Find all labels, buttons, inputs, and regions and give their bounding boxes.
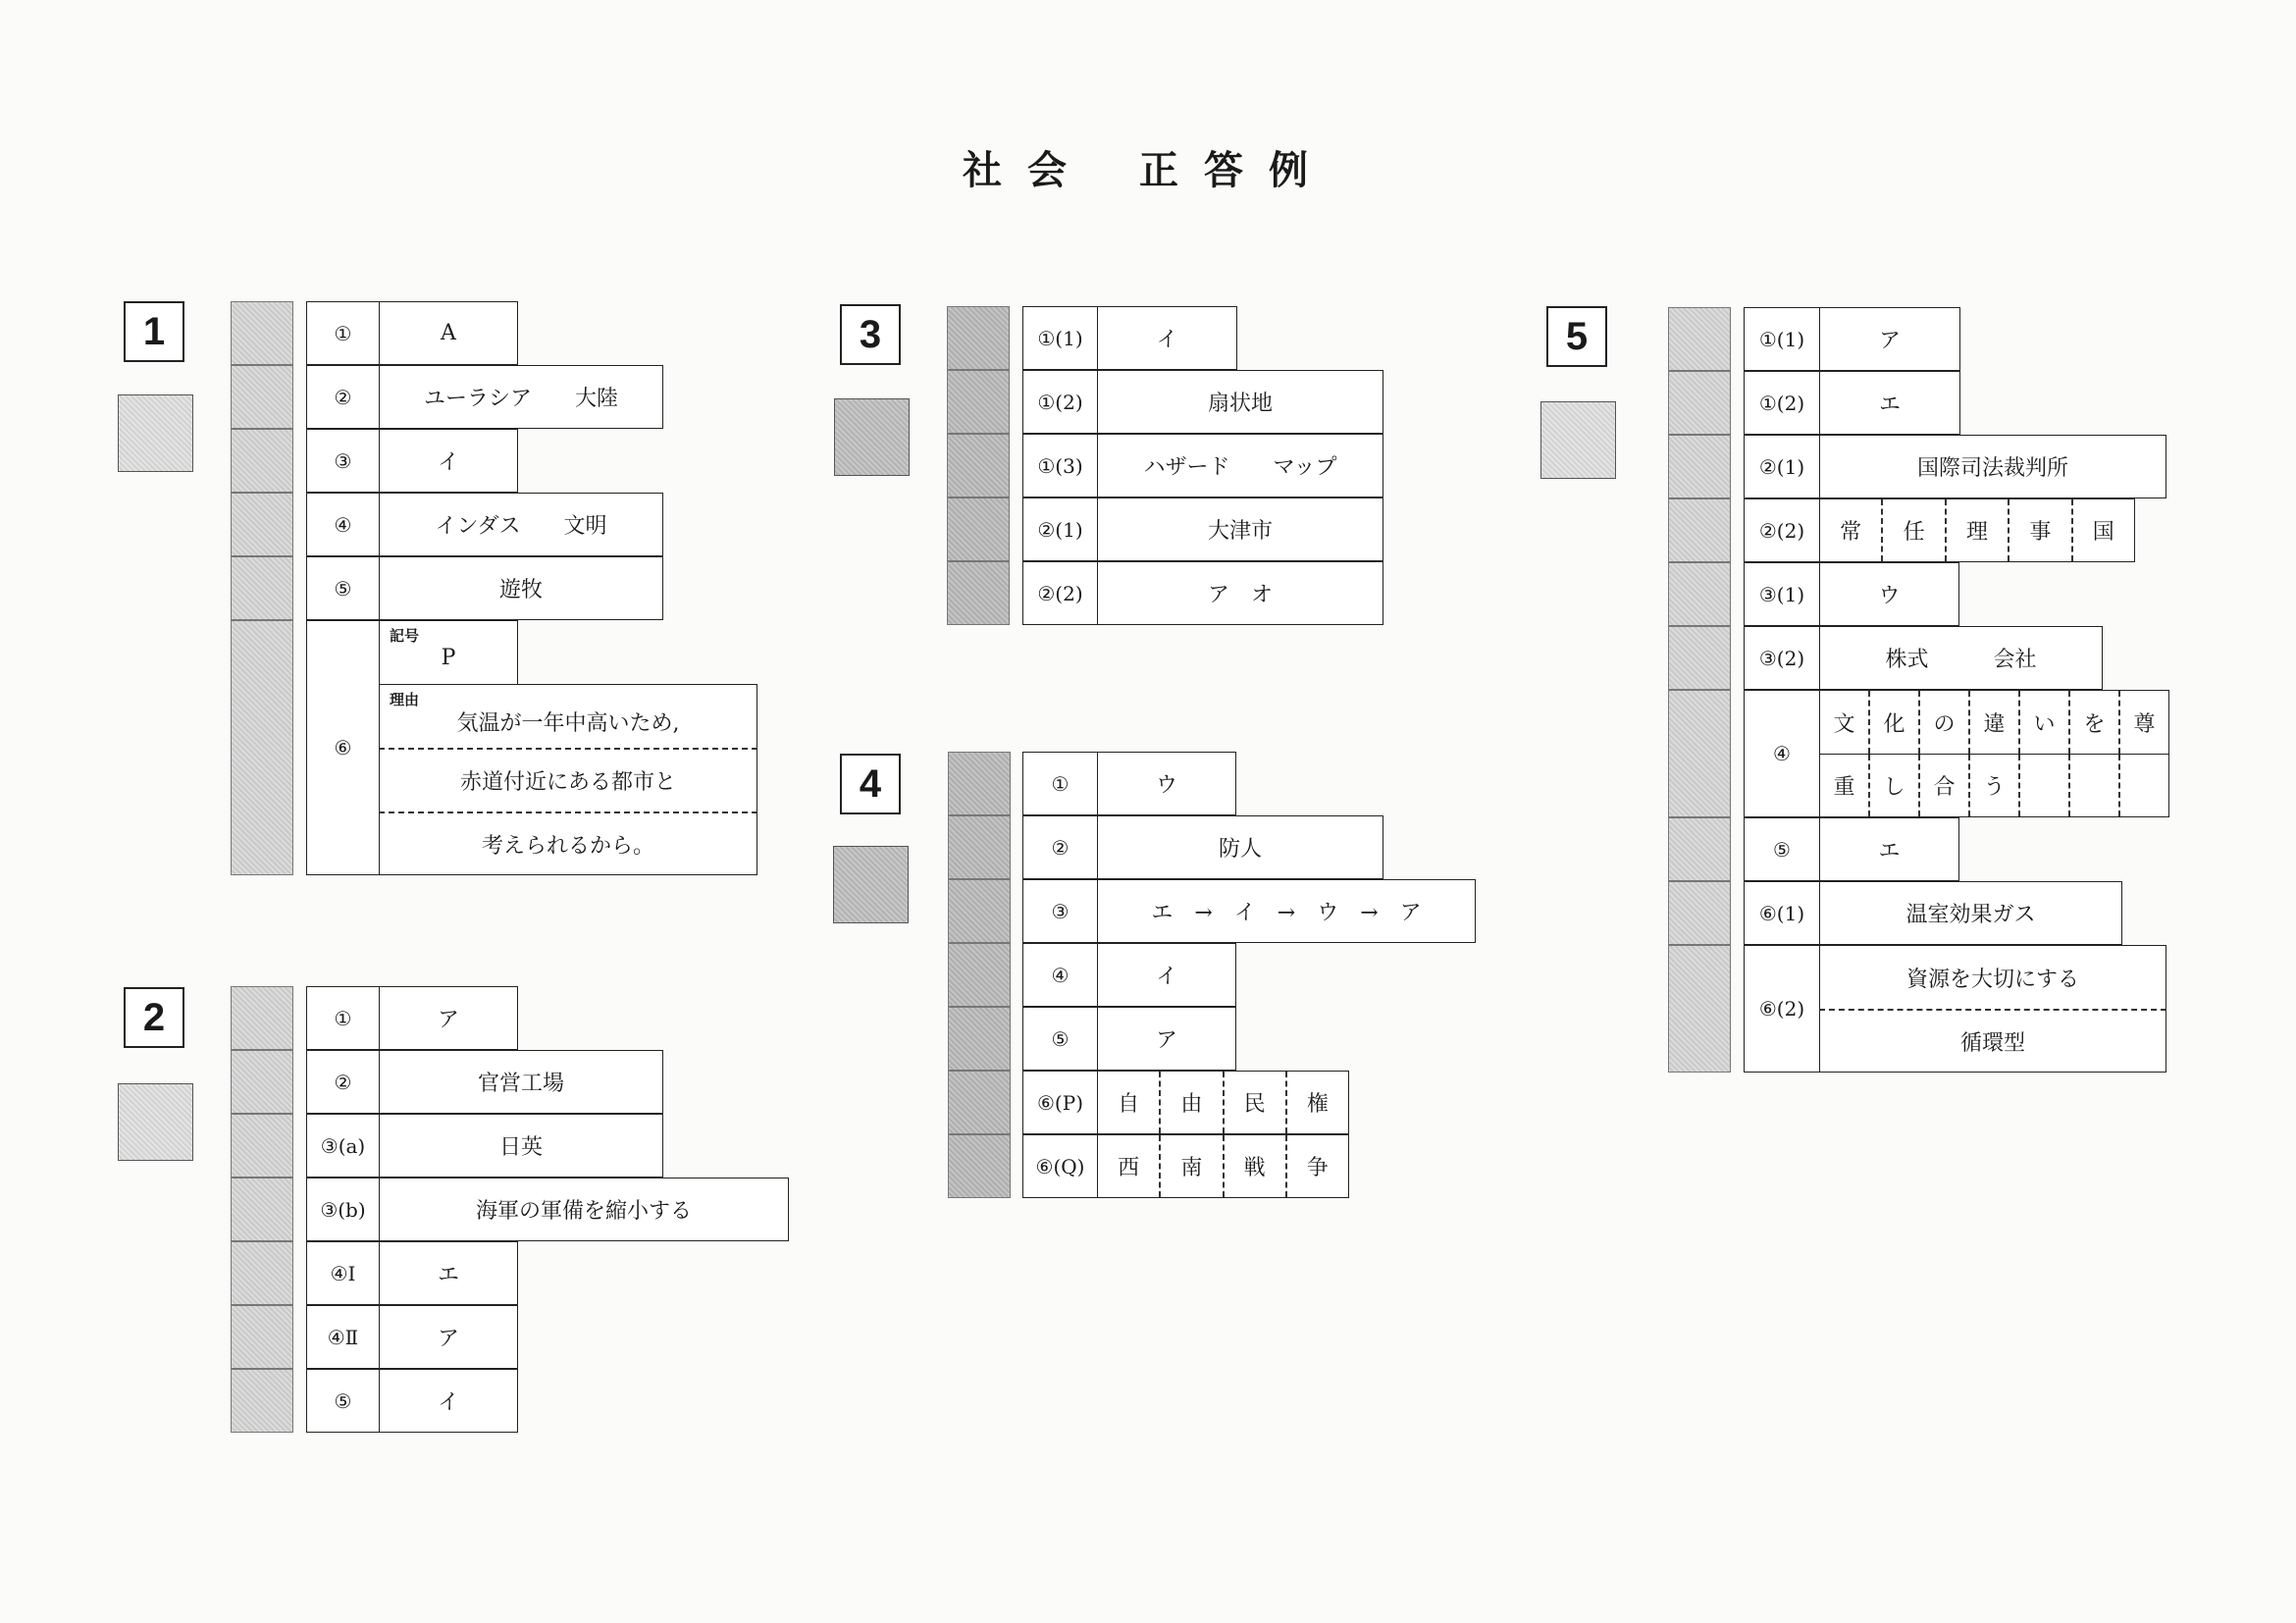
- question-label: ②(1): [1744, 435, 1820, 498]
- answer-text: エ: [1878, 839, 1901, 864]
- score-cell: [231, 365, 293, 429]
- section-score-box: [833, 846, 909, 923]
- score-cell: [947, 497, 1010, 561]
- score-cell: [231, 493, 293, 556]
- question-label: ②: [306, 1050, 380, 1114]
- answer-char-cell: 文: [1833, 711, 1855, 737]
- answer-box: [379, 1050, 663, 1114]
- score-cell: [231, 1241, 293, 1305]
- question-label: ②: [1022, 815, 1098, 879]
- answer-text: ア: [437, 1008, 459, 1032]
- score-cell: [948, 752, 1011, 815]
- answer-text: 扇状地: [1207, 392, 1273, 416]
- score-cell: [948, 879, 1011, 943]
- answer-box: [379, 1178, 789, 1241]
- answer-char-cell: 理: [1945, 499, 2008, 561]
- answer-char-cell: 任: [1881, 499, 1944, 561]
- answer-box: [1097, 497, 1383, 561]
- answer-text: ウ: [1155, 773, 1177, 798]
- answer-tag: 理由: [390, 691, 420, 708]
- answer-text: 大津市: [1207, 519, 1273, 544]
- answer-char-cell: 民: [1223, 1072, 1285, 1133]
- question-label: ②(2): [1022, 561, 1098, 625]
- score-cell: [231, 1114, 293, 1178]
- question-label: ①(2): [1744, 371, 1820, 435]
- question-label: ⑥(2): [1744, 945, 1820, 1073]
- answer-box: [1819, 817, 1959, 881]
- score-cell: [1668, 371, 1731, 435]
- answer-char-cell: 由: [1159, 1072, 1222, 1133]
- section-score-box: [834, 398, 910, 476]
- answer-char-cell: う: [1968, 755, 2018, 816]
- score-cell: [231, 1178, 293, 1241]
- answer-char-cell: 合: [1918, 755, 1968, 816]
- answer-char-cell: い: [2018, 691, 2068, 754]
- answer-text: ウ: [1878, 584, 1901, 608]
- answer-box: [379, 1305, 518, 1369]
- answer-box: [379, 365, 663, 429]
- answer-box: [379, 301, 518, 365]
- page-title: [0, 139, 2296, 195]
- answer-char-cell: し: [1868, 755, 1918, 816]
- question-label: ③(1): [1744, 562, 1820, 626]
- answer-text: 遊牧: [498, 578, 543, 602]
- section-score-box: [1540, 401, 1616, 479]
- section-number-2: 2: [124, 987, 184, 1048]
- answer-box: [1097, 306, 1237, 370]
- answer-box: [1097, 1071, 1349, 1134]
- answer-text: 赤道付近にある都市と: [459, 770, 676, 795]
- answer-box: [1097, 879, 1476, 943]
- answer-text: 海軍の軍備を縮小する: [475, 1199, 692, 1224]
- answer-char-cell: 国: [2071, 499, 2134, 561]
- question-label: ③(a): [306, 1114, 380, 1178]
- question-label: ⑤: [306, 1369, 380, 1433]
- answer-char-cell: を: [2068, 691, 2118, 754]
- answer-box: [379, 748, 757, 812]
- answer-text: 日英: [498, 1135, 543, 1160]
- question-label: ①(1): [1744, 307, 1820, 371]
- answer-box: [1819, 626, 2103, 690]
- answer-text: エ: [437, 1263, 459, 1287]
- answer-char-cell: 南: [1159, 1135, 1222, 1197]
- answer-box: [1819, 690, 2169, 754]
- question-label: ①(3): [1022, 434, 1098, 497]
- score-cell: [947, 434, 1010, 497]
- score-cell: [1668, 435, 1731, 498]
- answer-box: [379, 1369, 518, 1433]
- section-number-4: 4: [840, 754, 901, 814]
- answer-text: 株式 会社: [1885, 648, 2037, 672]
- answer-box: [379, 812, 757, 875]
- answer-char-cell: 争: [1285, 1135, 1348, 1197]
- answer-text: 気温が一年中高いため,: [456, 710, 680, 736]
- score-cell: [1668, 307, 1731, 371]
- answer-box: [379, 556, 663, 620]
- score-cell: [231, 986, 293, 1050]
- score-cell: [948, 943, 1011, 1007]
- question-label: ⑥(1): [1744, 881, 1820, 945]
- answer-text: 国際司法裁判所: [1916, 456, 2068, 481]
- answer-text: イ: [437, 1390, 459, 1415]
- score-cell: [1668, 817, 1731, 881]
- title-subject: 社会: [963, 148, 1092, 193]
- question-label: ③(b): [306, 1178, 380, 1241]
- answer-char-cell: 尊: [2118, 691, 2168, 754]
- score-cell: [231, 1305, 293, 1369]
- answer-box: [1097, 752, 1236, 815]
- answer-text: インダス 文明: [435, 514, 607, 539]
- score-cell: [947, 306, 1010, 370]
- title-answers: 正答例: [1139, 148, 1333, 193]
- question-label: ①(2): [1022, 370, 1098, 434]
- question-label: ⑥(Q): [1022, 1134, 1098, 1198]
- answer-text: 資源を大切にする: [1905, 967, 2079, 992]
- answer-box: [379, 429, 518, 493]
- answer-box: [379, 493, 663, 556]
- answer-text: イ: [1156, 328, 1178, 352]
- answer-char-cell: 戦: [1223, 1135, 1285, 1197]
- answer-box: [1819, 562, 1959, 626]
- question-label: ①: [306, 986, 380, 1050]
- answer-text: ハザード マップ: [1143, 455, 1337, 480]
- score-cell: [948, 1007, 1011, 1071]
- answer-text: 温室効果ガス: [1905, 903, 2036, 927]
- question-label: ②: [306, 365, 380, 429]
- answer-box: [1819, 371, 1960, 435]
- score-cell: [231, 1050, 293, 1114]
- score-cell: [231, 429, 293, 493]
- question-label: ⑥: [306, 620, 380, 875]
- answer-char-cell: 重: [1833, 775, 1855, 800]
- answer-text: エ: [1878, 393, 1901, 417]
- question-label: ②(1): [1022, 497, 1098, 561]
- score-cell: [231, 1369, 293, 1433]
- question-label: ③(2): [1744, 626, 1820, 690]
- answer-box: [1097, 434, 1383, 497]
- question-label: ③: [306, 429, 380, 493]
- score-cell: [948, 1071, 1011, 1134]
- score-cell: [1668, 945, 1731, 1073]
- answer-text: イ: [437, 450, 459, 475]
- question-label: ①(1): [1022, 306, 1098, 370]
- answer-box: [1819, 1009, 2166, 1073]
- answer-char-cell: 化: [1868, 691, 1918, 754]
- answer-text: 考えられるから。: [481, 833, 654, 859]
- answer-text: ア: [437, 1327, 459, 1351]
- answer-box: [1819, 881, 2122, 945]
- answer-char-cell: 自: [1118, 1092, 1140, 1117]
- answer-text: 防人: [1218, 837, 1262, 862]
- score-cell: [231, 620, 293, 875]
- score-cell: [948, 1134, 1011, 1198]
- answer-text: P: [441, 645, 456, 670]
- section-score-box: [118, 1083, 193, 1161]
- answer-char-cell: [2068, 755, 2118, 816]
- question-label: ⑤: [1022, 1007, 1098, 1071]
- answer-text: ユーラシア 大陸: [423, 387, 618, 411]
- answer-text: A: [441, 321, 456, 345]
- answer-text: ア オ: [1207, 583, 1273, 607]
- answer-box: [1819, 498, 2135, 562]
- answer-char-cell: [2018, 755, 2068, 816]
- answer-box: [379, 1114, 663, 1178]
- section-score-box: [118, 394, 193, 472]
- question-label: ④Ⅰ: [306, 1241, 380, 1305]
- score-cell: [1668, 881, 1731, 945]
- question-label: ①: [306, 301, 380, 365]
- score-cell: [1668, 498, 1731, 562]
- question-label: ⑤: [1744, 817, 1820, 881]
- answer-box: [1097, 1134, 1349, 1198]
- question-label: ④: [1022, 943, 1098, 1007]
- answer-box: [379, 684, 757, 748]
- question-label: ④: [1744, 690, 1820, 817]
- answer-box: [379, 1241, 518, 1305]
- answer-box: [1819, 945, 2166, 1009]
- score-cell: [947, 370, 1010, 434]
- answer-text: エ → イ → ウ → ア: [1151, 901, 1422, 925]
- answer-char-cell: 権: [1285, 1072, 1348, 1133]
- answer-char-cell: 西: [1118, 1156, 1140, 1180]
- answer-char-cell: 事: [2008, 499, 2070, 561]
- answer-text: ア: [1155, 1028, 1177, 1053]
- answer-box: [1097, 1007, 1236, 1071]
- answer-box: [1097, 943, 1236, 1007]
- score-cell: [1668, 626, 1731, 690]
- answer-box: [1097, 370, 1383, 434]
- answer-box: [1819, 307, 1960, 371]
- section-number-1: 1: [124, 301, 184, 362]
- question-label: ④: [306, 493, 380, 556]
- answer-box: [379, 620, 518, 684]
- question-label: ①: [1022, 752, 1098, 815]
- section-number-5: 5: [1546, 306, 1607, 367]
- answer-box: [1097, 815, 1383, 879]
- question-label: ⑥(P): [1022, 1071, 1098, 1134]
- section-number-3: 3: [840, 304, 901, 365]
- answer-box: [379, 986, 518, 1050]
- score-cell: [231, 301, 293, 365]
- answer-box: [1819, 435, 2166, 498]
- answer-text: ア: [1878, 329, 1901, 353]
- question-label: ②(2): [1744, 498, 1820, 562]
- answer-char-cell: 常: [1840, 520, 1862, 545]
- score-cell: [1668, 562, 1731, 626]
- answer-char-cell: 違: [1968, 691, 2018, 754]
- answer-text: 循環型: [1959, 1030, 2025, 1056]
- answer-box: [1097, 561, 1383, 625]
- score-cell: [947, 561, 1010, 625]
- question-label: ⑤: [306, 556, 380, 620]
- answer-text: 官営工場: [477, 1072, 564, 1096]
- question-label: ③: [1022, 879, 1098, 943]
- answer-box: [1819, 754, 2169, 817]
- question-label: ④Ⅱ: [306, 1305, 380, 1369]
- score-cell: [231, 556, 293, 620]
- answer-tag: 記号: [390, 627, 420, 645]
- answer-char-cell: の: [1918, 691, 1968, 754]
- answer-char-cell: [2118, 755, 2168, 816]
- answer-text: イ: [1155, 965, 1177, 989]
- score-cell: [948, 815, 1011, 879]
- score-cell: [1668, 690, 1731, 817]
